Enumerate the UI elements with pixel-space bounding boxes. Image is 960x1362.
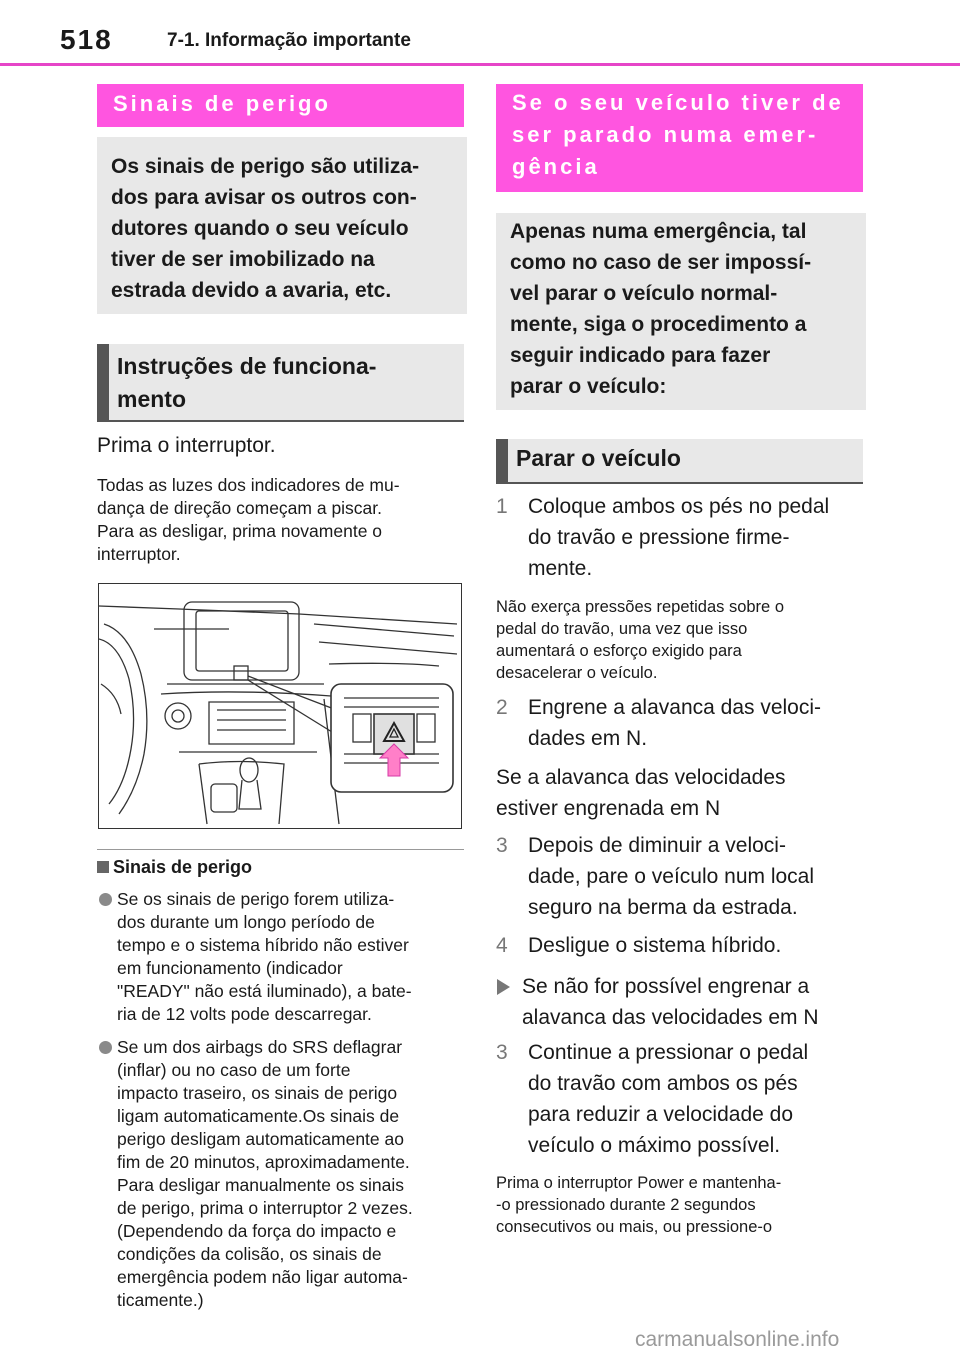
description-line: dança de direção começam a piscar. bbox=[97, 498, 383, 518]
bullet-line: perigo desligam automaticamente ao bbox=[117, 1129, 404, 1149]
bullet-line: dos durante um longo período de bbox=[117, 912, 375, 932]
note-line: consecutivos ou mais, ou pressione-o bbox=[496, 1218, 773, 1236]
step-line: veículo o máximo possível. bbox=[528, 1134, 781, 1157]
hazard-section-title: Sinais de perigo bbox=[97, 84, 464, 127]
stop-vehicle-heading: Parar o veículo bbox=[496, 439, 863, 484]
intro-line: tiver de ser imobilizado na bbox=[111, 248, 375, 271]
intro-line: Os sinais de perigo são utiliza- bbox=[111, 155, 420, 178]
bullet-line: tempo e o sistema híbrido não estiver bbox=[117, 935, 409, 955]
press-switch-text: Prima o interruptor. bbox=[97, 434, 276, 457]
bullet-dot-icon bbox=[99, 893, 112, 906]
step-line: seguro na berma da estrada. bbox=[528, 896, 798, 919]
step-3b bbox=[496, 1037, 866, 1161]
hazard-intro-box bbox=[97, 137, 467, 314]
intro-line: dos para avisar os outros con- bbox=[111, 186, 417, 209]
condition-line: estiver engrenada em N bbox=[496, 797, 721, 820]
hazard-switch-illustration bbox=[98, 583, 462, 829]
bullet-line: de perigo, prima o interruptor 2 vezes. bbox=[117, 1198, 413, 1218]
bullet-line: Para desligar manualmente os sinais bbox=[117, 1175, 404, 1195]
step-line: Coloque ambos os pés no pedal bbox=[528, 495, 830, 518]
condition-gear-n bbox=[496, 762, 786, 824]
emergency-intro-line: Apenas numa emergência, tal bbox=[510, 220, 807, 243]
condition-not-n bbox=[496, 971, 866, 1033]
step-line: Engrene a alavanca das veloci- bbox=[528, 696, 822, 719]
step-line: Continue a pressionar o pedal bbox=[528, 1041, 809, 1064]
step-number: 4 bbox=[496, 934, 508, 957]
bullet-line: Se os sinais de perigo forem utiliza- bbox=[117, 889, 395, 909]
bullet-line: emergência podem não ligar automa- bbox=[117, 1267, 408, 1287]
intro-line: estrada devido a avaria, etc. bbox=[111, 279, 392, 302]
note-line: -o pressionado durante 2 segundos bbox=[496, 1196, 756, 1214]
dashboard-drawing bbox=[99, 584, 460, 827]
header-rule bbox=[0, 63, 960, 66]
instructions-heading-line: mento bbox=[117, 386, 186, 412]
bullet-line: "READY" não está iluminado), a bate- bbox=[117, 981, 412, 1001]
step-line: do travão com ambos os pés bbox=[528, 1072, 798, 1095]
bullet-line: (inflar) ou no caso de um forte bbox=[117, 1060, 351, 1080]
step-number: 2 bbox=[496, 696, 508, 719]
emergency-intro-line: como no caso de ser impossí- bbox=[510, 251, 812, 274]
bullet-line: ligam automaticamente.Os sinais de bbox=[117, 1106, 400, 1126]
step-line: Desligue o sistema híbrido. bbox=[528, 934, 782, 957]
emergency-intro-line: seguir indicado para fazer bbox=[510, 344, 771, 367]
bullet-line: impacto traseiro, os sinais de perigo bbox=[117, 1083, 398, 1103]
emergency-intro-line: mente, siga o procedimento a bbox=[510, 313, 807, 336]
note-bullet bbox=[99, 888, 469, 1026]
step-number: 3 bbox=[496, 1041, 508, 1064]
final-note bbox=[496, 1172, 781, 1238]
step-1-note bbox=[496, 596, 784, 684]
page-number: 518 bbox=[60, 24, 113, 55]
emergency-section-title bbox=[496, 84, 863, 192]
bullet-line: Se um dos airbags do SRS deflagrar bbox=[117, 1037, 403, 1057]
instructions-heading-line: Instruções de funciona- bbox=[117, 353, 377, 379]
step-4 bbox=[496, 930, 866, 961]
bullet-line: fim de 20 minutos, aproximadamente. bbox=[117, 1152, 410, 1172]
note-line: aumentará o esforço exigido para bbox=[496, 642, 742, 660]
notes-heading: Sinais de perigo bbox=[97, 857, 252, 878]
note-line: pedal do travão, uma vez que isso bbox=[496, 620, 748, 638]
step-line: dade, pare o veículo num local bbox=[528, 865, 815, 888]
bullet-line: condições da colisão, os sinais de bbox=[117, 1244, 382, 1264]
emergency-title-line: Se o seu veículo tiver de bbox=[512, 90, 844, 115]
step-line: Depois de diminuir a veloci- bbox=[528, 834, 786, 857]
emergency-intro-line: parar o veículo: bbox=[510, 375, 667, 398]
bullet-line: em funcionamento (indicador bbox=[117, 958, 343, 978]
emergency-intro-box bbox=[496, 213, 866, 410]
watermark: carmanualsonline.info bbox=[635, 1328, 840, 1351]
emergency-title-line: gência bbox=[512, 154, 600, 179]
instructions-heading bbox=[97, 344, 464, 422]
step-line: do travão e pressione firme- bbox=[528, 526, 790, 549]
step-number: 3 bbox=[496, 834, 508, 857]
condition-line: Se a alavanca das velocidades bbox=[496, 766, 786, 789]
arrow-bullet-icon bbox=[497, 979, 510, 995]
bullet-dot-icon bbox=[99, 1041, 112, 1054]
section-title: 7-1. Informação importante bbox=[167, 30, 411, 51]
note-line: Prima o interruptor Power e mantenha- bbox=[496, 1174, 782, 1192]
step-2 bbox=[496, 692, 866, 754]
description-line: Todas as luzes dos indicadores de mu- bbox=[97, 475, 400, 495]
description-line: interruptor. bbox=[97, 544, 181, 564]
step-line: mente. bbox=[528, 557, 593, 580]
step-line: dades em N. bbox=[528, 727, 648, 750]
step-number: 1 bbox=[496, 495, 508, 518]
step-3a bbox=[496, 830, 866, 923]
bullet-line: (Dependendo da força do impacto e bbox=[117, 1221, 397, 1241]
note-line: desacelerar o veículo. bbox=[496, 664, 658, 682]
section-divider bbox=[97, 849, 464, 850]
hazard-description bbox=[97, 474, 400, 566]
note-line: Não exerça pressões repetidas sobre o bbox=[496, 598, 784, 616]
bullet-line: ticamente.) bbox=[117, 1290, 204, 1310]
emergency-intro-line: vel parar o veículo normal- bbox=[510, 282, 778, 305]
square-bullet-icon bbox=[97, 861, 109, 873]
step-line: para reduzir a velocidade do bbox=[528, 1103, 794, 1126]
emergency-title-line: ser parado numa emer- bbox=[512, 122, 819, 147]
condition-line: Se não for possível engrenar a bbox=[522, 975, 810, 998]
note-bullet bbox=[99, 1036, 469, 1312]
bullet-line: ria de 12 volts pode descarregar. bbox=[117, 1004, 372, 1024]
intro-line: dutores quando o seu veículo bbox=[111, 217, 409, 240]
step-1 bbox=[496, 491, 866, 584]
condition-line: alavanca das velocidades em N bbox=[522, 1006, 819, 1029]
description-line: Para as desligar, prima novamente o bbox=[97, 521, 383, 541]
